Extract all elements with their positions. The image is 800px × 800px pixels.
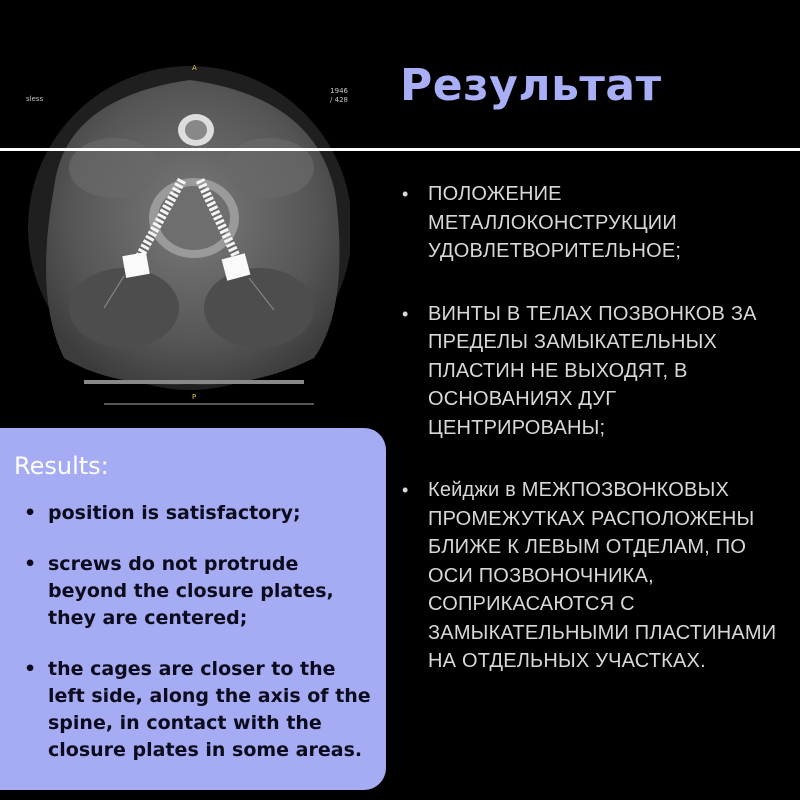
english-results-list bbox=[22, 500, 372, 788]
list-item-text: screws do not protrude beyond the closure plates, they are centered; bbox=[48, 553, 334, 629]
list-item bbox=[396, 476, 796, 676]
list-item bbox=[396, 300, 796, 443]
ct-right-label-1: 1946 bbox=[330, 87, 348, 95]
bullet-icon: • bbox=[402, 303, 409, 324]
list-item bbox=[396, 180, 796, 266]
ct-anterior-marker: A bbox=[192, 64, 197, 72]
bullet-icon: • bbox=[24, 553, 37, 575]
list-item bbox=[22, 656, 372, 764]
list-item-text: ВИНТЫ В ТЕЛАХ ПОЗВОНКОВ ЗА ПРЕДЕЛЫ ЗАМЫКАТЕЛЬНЫХ ПЛАСТИН НЕ ВЫХОДЯТ, В ОСНОВАНИЯХ ДУГ ЦЕНТРИРОВАНЫ; bbox=[428, 302, 757, 439]
ct-scan-image bbox=[24, 58, 350, 412]
divider-line bbox=[0, 148, 800, 151]
ct-right-label-2: / 428 bbox=[330, 96, 348, 104]
page-title: Результат bbox=[400, 60, 662, 111]
bullet-icon: • bbox=[402, 184, 409, 204]
russian-results-list bbox=[396, 180, 796, 710]
list-item-text: Кейджи в МЕЖПОЗВОНКОВЫХ ПРОМЕЖУТКАХ РАСПОЛОЖЕНЫ БЛИЖЕ К ЛЕВЫМ ОТДЕЛАМ, ПО ОСИ ПОЗВОНОЧНИКА, СОПРИКАСАЮТСЯ С ЗАМЫКАТЕЛЬНЫМИ ПЛАСТИНАМИ НА ОТДЕЛЬНЫХ УЧАСТКАХ. bbox=[428, 479, 777, 672]
english-results-title: Results: bbox=[14, 452, 109, 480]
ct-scan-graphic bbox=[24, 58, 350, 412]
list-item bbox=[22, 551, 372, 632]
bullet-icon: • bbox=[24, 502, 37, 524]
list-item-text: the cages are closer to the left side, along the axis of the spine, in contact with the closure plates in some areas. bbox=[48, 658, 371, 761]
list-item bbox=[22, 500, 372, 527]
ct-posterior-marker: P bbox=[192, 393, 197, 401]
bullet-icon: • bbox=[402, 480, 409, 500]
ct-left-label: sless bbox=[26, 95, 44, 103]
list-item-text: position is satisfactory; bbox=[48, 502, 301, 524]
bullet-icon: • bbox=[24, 658, 37, 680]
list-item-text: ПОЛОЖЕНИЕ МЕТАЛЛОКОНСТРУКЦИИ УДОВЛЕТВОРИТЕЛЬНОЕ; bbox=[428, 183, 682, 262]
